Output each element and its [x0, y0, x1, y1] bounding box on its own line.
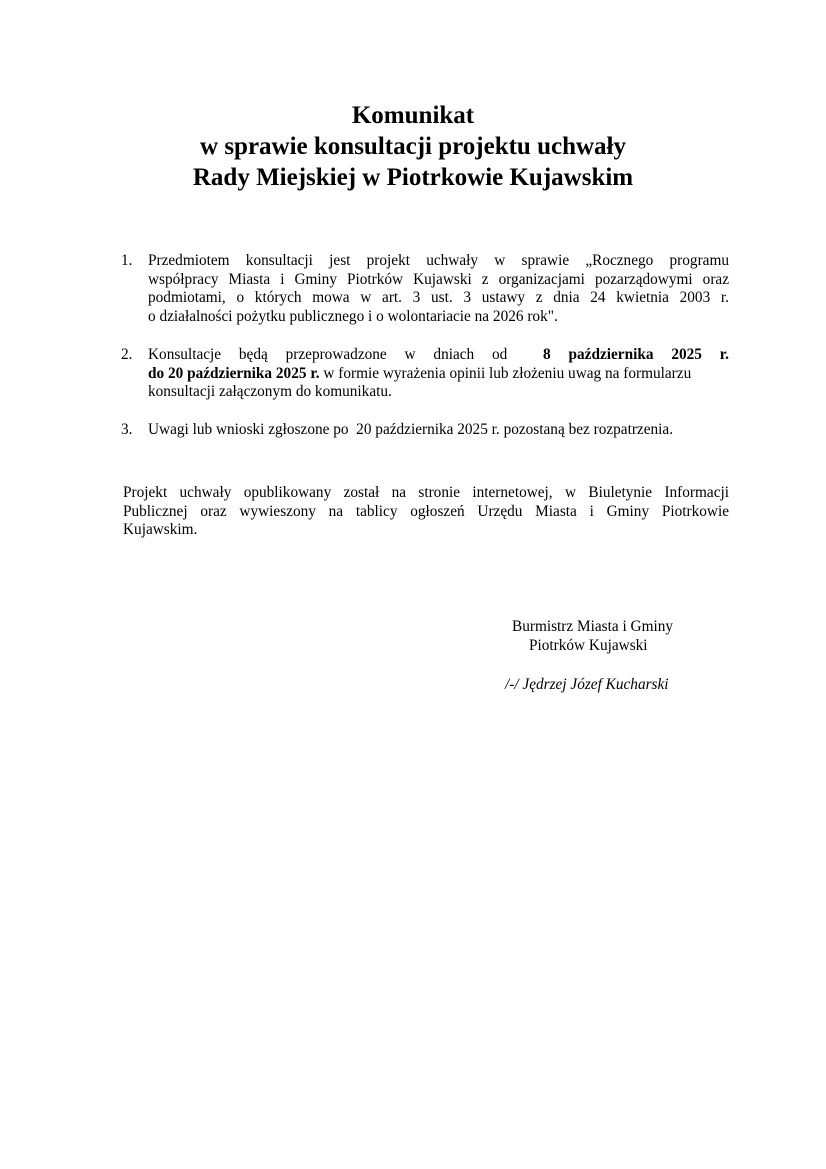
document-title	[0, 100, 826, 193]
item-1-line-2: współpracy Miasta i Gminy Piotrków Kujawski z organizacjami pozarządowymi oraz	[148, 270, 729, 288]
list-item-2	[121, 346, 729, 402]
list-number: 2.	[121, 345, 133, 363]
numbered-list	[121, 252, 729, 440]
item-2-line-3: konsultacji załączonym do komunikatu.	[148, 383, 392, 401]
item-1-line-3: podmiotami, o których mowa w art. 3 ust. 3 ustawy z dnia 24 kwietnia 2003 r.	[148, 289, 729, 307]
publication-paragraph	[123, 484, 729, 540]
list-item-1	[121, 252, 729, 327]
signature-name: /-/ Jędrzej Józef Kucharski	[505, 676, 669, 693]
list-number: 1.	[121, 252, 133, 269]
item-1-line-4: o działalności pożytku publicznego i o wolontariacie na 2026 rok".	[148, 308, 558, 326]
date-from: 8 października 2025 r.	[543, 345, 729, 363]
list-item-3	[121, 421, 729, 440]
title-line-2: w sprawie konsultacji projektu uchwały	[200, 133, 626, 160]
date-to: do 20 października 2025 r.	[148, 364, 320, 382]
title-line-1: Komunikat	[351, 102, 475, 129]
paragraph-line-3: Kujawskim.	[123, 521, 198, 539]
paragraph-line-2: Publicznej oraz wywieszony na tablicy ogłoszeń Urzędu Miasta i Gminy Piotrkowie	[123, 502, 729, 520]
item-1-line-1: Przedmiotem konsultacji jest projekt uchwały w sprawie „Rocznego programu	[148, 252, 729, 269]
item-2-line-2	[148, 365, 729, 384]
signature-title-line-1: Burmistrz Miasta i Gminy	[512, 618, 674, 635]
signature-title-line-2: Piotrków Kujawski	[529, 637, 648, 654]
item-2-line-1	[148, 346, 729, 365]
title-line-3: Rady Miejskiej w Piotrkowie Kujawskim	[192, 164, 634, 191]
item-2-line-2-text: w formie wyrażenia opinii lub złożeniu uwag na formularzu	[319, 364, 692, 382]
list-number: 3.	[121, 420, 133, 438]
item-3-text: Uwagi lub wnioski zgłoszone po 20 października 2025 r. pozostaną bez rozpatrzenia.	[148, 420, 674, 438]
item-2-line-1-text: Konsultacje będą przeprowadzone w dniach od	[148, 345, 508, 363]
paragraph-line-1: Projekt uchwały opublikowany został na stronie internetowej, w Biuletynie Informacji	[123, 484, 729, 501]
